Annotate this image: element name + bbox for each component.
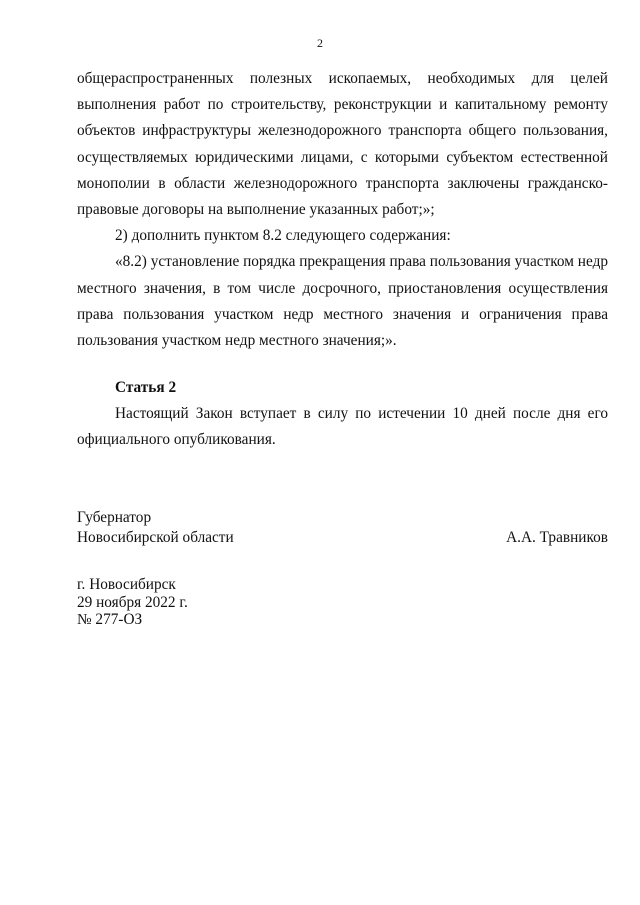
item-2-paragraph: 2) дополнить пунктом 8.2 следующего содержания: [115, 227, 451, 245]
page-number: 2 [317, 36, 323, 50]
signature-block [77, 508, 608, 548]
date: 29 ноября 2022 г. [77, 593, 188, 611]
signature-row [77, 528, 608, 548]
item-8-2-paragraph: «8.2) установление порядка прекращения права пользования участком недр местного значения, в том числе досрочного, приостановления осуществления права пользования участком недр местного значения и ограничения права пользования участком недр местного значения;». [77, 253, 608, 350]
city: г. Новосибирск [77, 576, 176, 593]
article-2-text: Настоящий Закон вступает в силу по истечении 10 дней после дня его официального опубликования. [77, 405, 608, 449]
amendment-text [77, 66, 608, 354]
law-number: № 277-ОЗ [77, 611, 143, 628]
article-2-heading: Статья 2 [115, 379, 177, 396]
signature-title-line1: Губернатор [77, 509, 152, 526]
place-date-block [77, 576, 188, 629]
signature-title-line2: Новосибирской области [77, 529, 234, 546]
signatory-name: А.А. Травников [506, 529, 608, 546]
continuation-paragraph: общераспространенных полезных ископаемых, необходимых для целей выполнения работ по строительству, реконструкции и капитальному ремонту объектов инфраструктуры железнодорожного транспорта общего пользования, осуществляемых юридическими лицами, с которыми субъектом естественной монополии в области железнодорожного транспорта заключены гражданско-правовые договоры на выполнение указанных работ;»; [77, 70, 608, 219]
